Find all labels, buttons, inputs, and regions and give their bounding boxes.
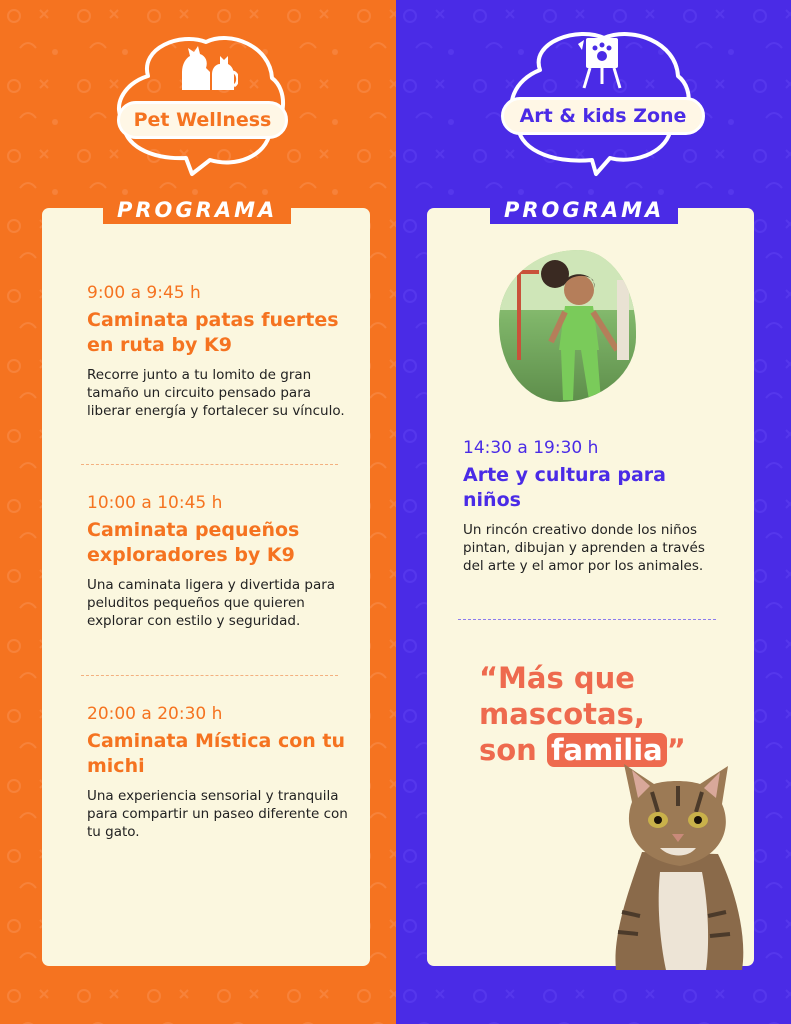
- divider: [81, 464, 338, 465]
- program-heading: PROGRAMA: [103, 196, 291, 224]
- art-kids-zone-badge: Art & kids Zone: [501, 97, 705, 135]
- quote-close: ”: [666, 733, 686, 767]
- event-title: Caminata Mística con tu michi: [87, 730, 346, 777]
- event-title: Caminata pequeños exploradores by K9: [87, 519, 300, 566]
- divider: [458, 619, 716, 620]
- event-description: Recorre junto a tu lomito de gran tamaño un circuito pensado para liberar energía y fortalecer su vínculo.: [87, 367, 345, 419]
- pet-wellness-badge: Pet Wellness: [117, 101, 288, 139]
- event-description: Una caminata ligera y divertida para peluditos pequeños que quieren explorar con estilo y seguridad.: [87, 577, 336, 629]
- family-quote: [479, 660, 709, 768]
- pet-silhouettes-icon: [176, 42, 238, 94]
- easel-paw-icon: [574, 34, 626, 90]
- event-time: 20:00 a 20:30 h: [87, 704, 223, 724]
- event-time: 14:30 a 19:30 h: [463, 438, 599, 458]
- event-item: [463, 438, 725, 575]
- event-item: [87, 704, 352, 841]
- divider: [81, 675, 338, 676]
- kid-photo: [499, 250, 636, 402]
- event-time: 9:00 a 9:45 h: [87, 283, 201, 303]
- event-title: Arte y cultura para niños: [463, 464, 666, 511]
- cat-photo: [602, 762, 752, 972]
- event-description: Un rincón creativo donde los niños pintan, dibujan y aprenden a través del arte y el amor por los animales.: [463, 522, 705, 574]
- event-item: [87, 283, 352, 420]
- event-description: Una experiencia sensorial y tranquila para compartir un paseo diferente con tu gato.: [87, 788, 348, 840]
- event-title: Caminata patas fuertes en ruta by K9: [87, 309, 339, 356]
- quote-highlight: familia: [547, 733, 667, 767]
- event-time: 10:00 a 10:45 h: [87, 493, 223, 513]
- program-heading: PROGRAMA: [490, 196, 678, 224]
- quote-text: “Más que mascotas, son: [479, 661, 645, 767]
- event-item: [87, 493, 352, 630]
